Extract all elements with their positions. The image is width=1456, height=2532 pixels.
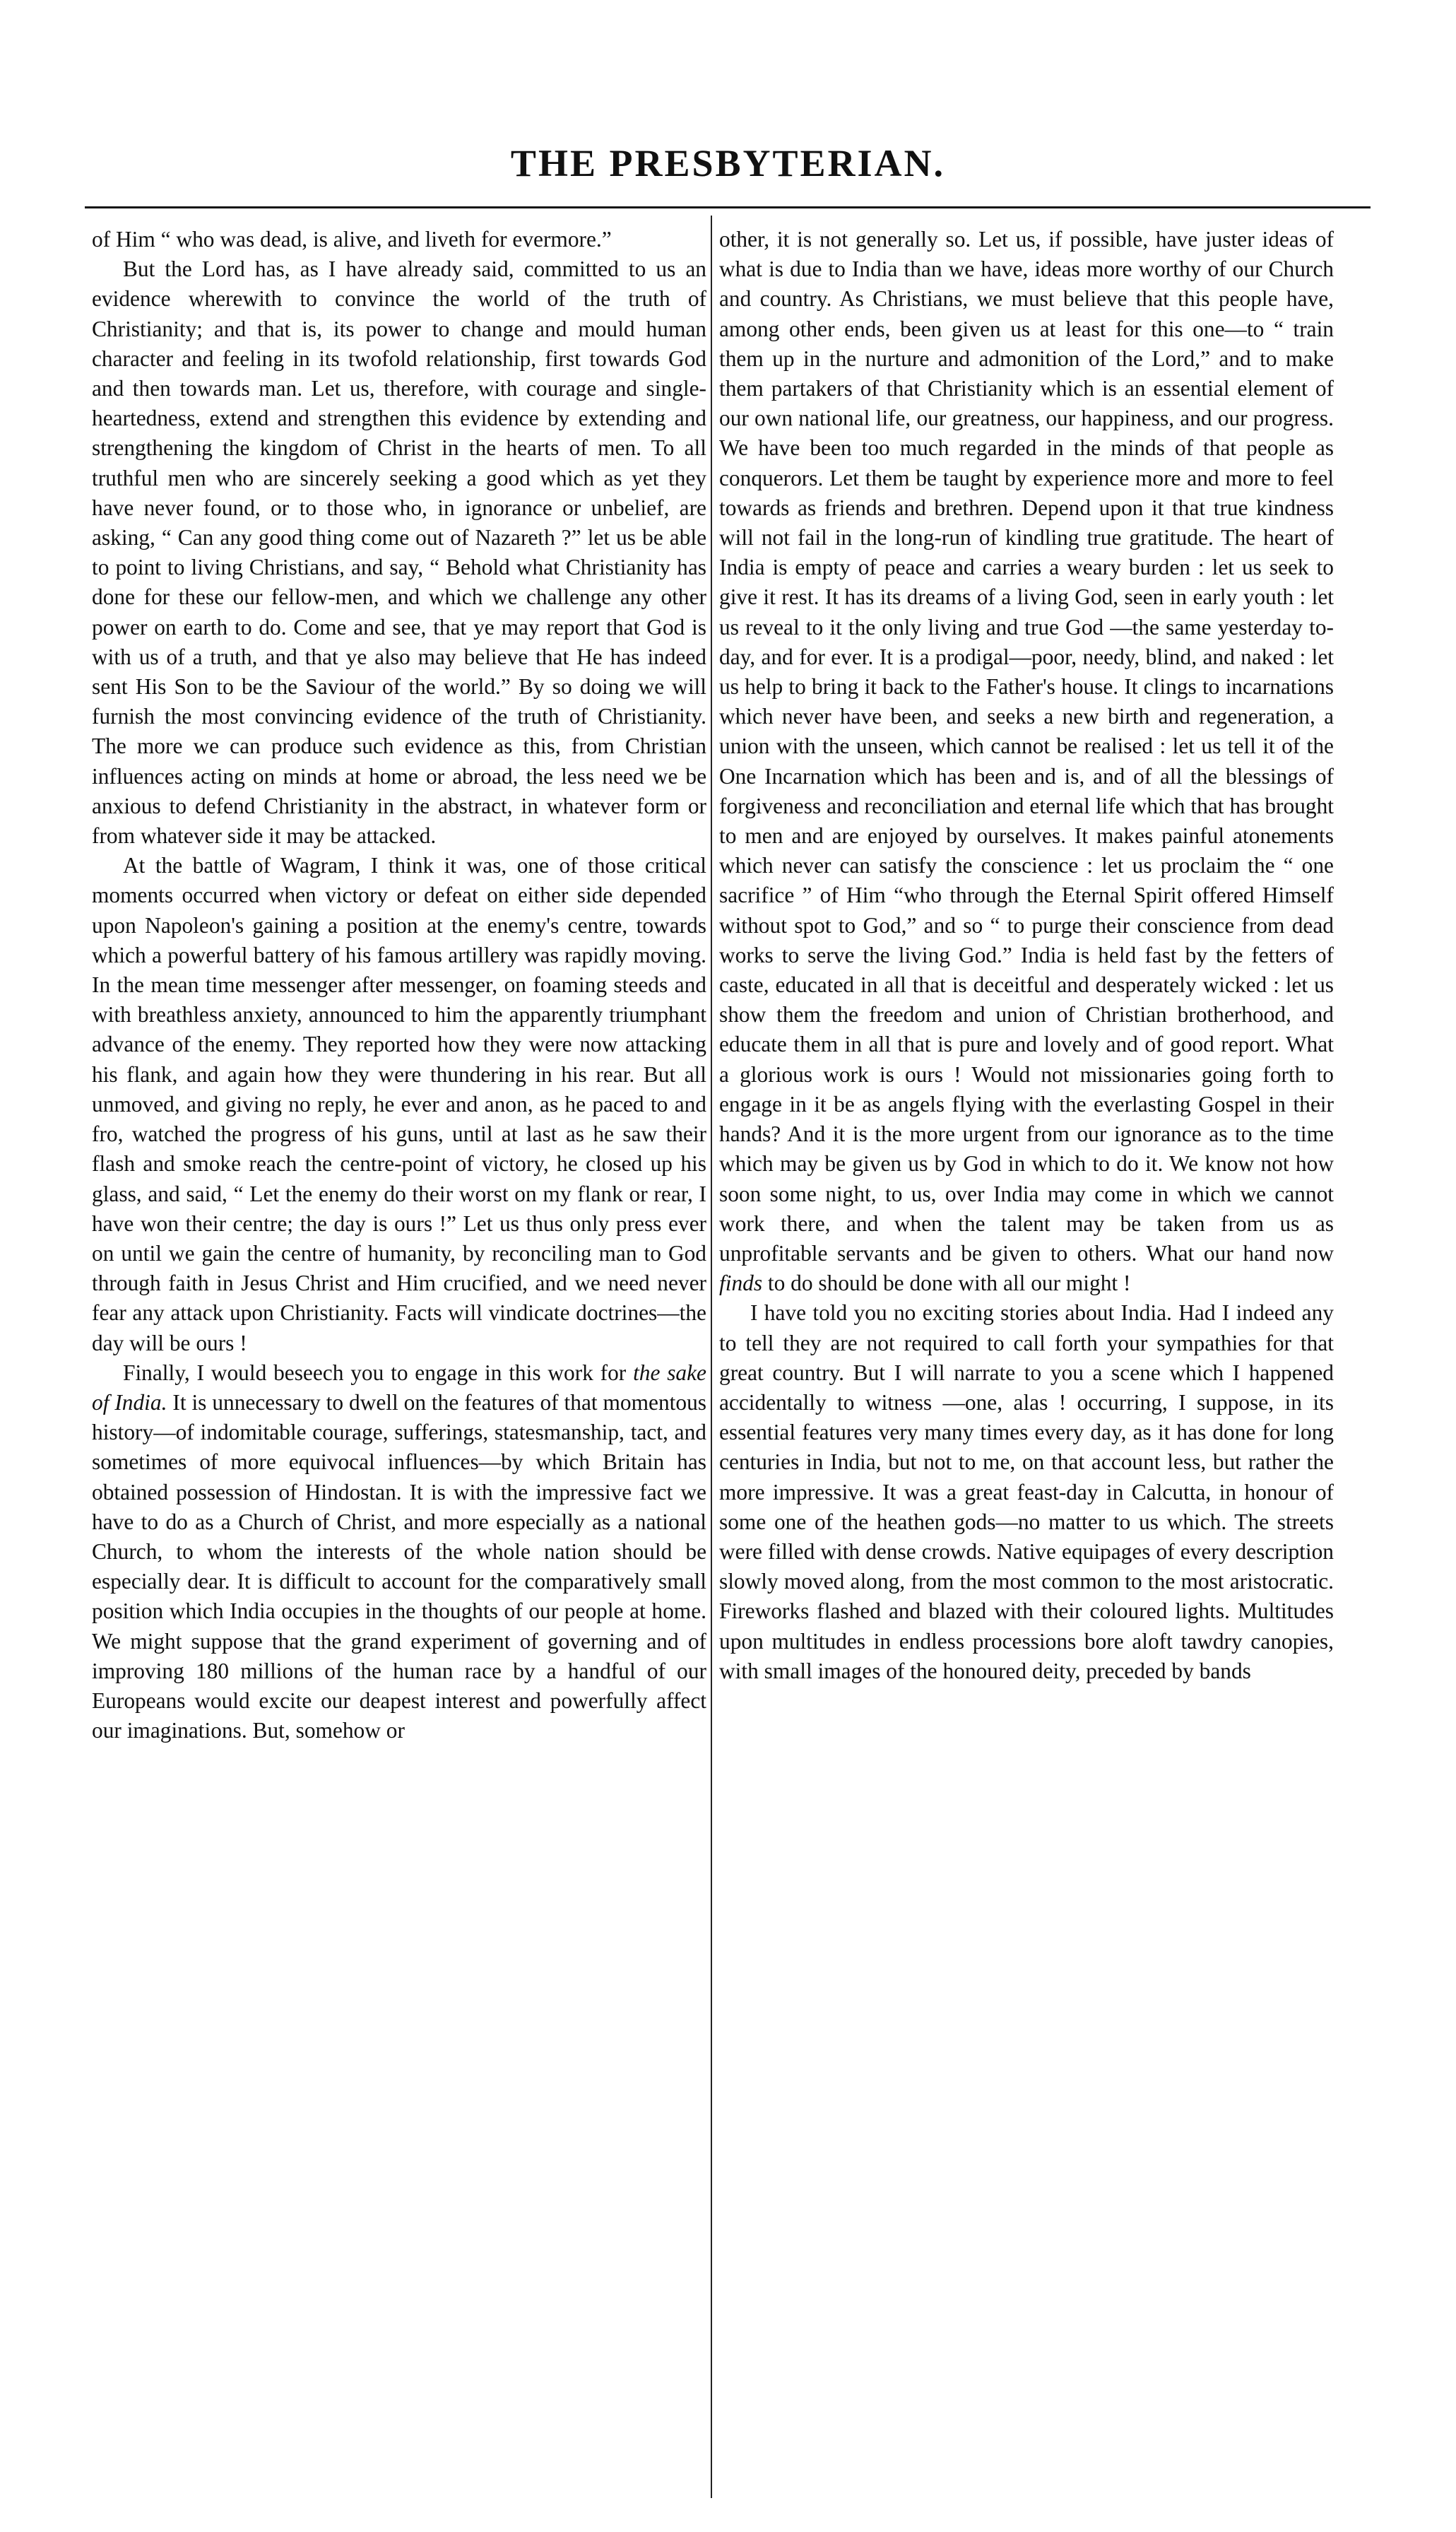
paragraph: At the battle of Wagram, I think it was, one of those critical moments occurred when victory or defeat on either side depended upon Napoleon's gaining a position at the enemy's centre, towards which a powerful battery of his famous artillery was rapidly moving. In the mean time messenger after messenger, on foaming steeds and with breathless anxiety, announced to him the apparently triumphant advance of the enemy. They reported how they were now attacking his flank, and again how they were thundering in his rear. But all unmoved, and giving no reply, he ever and anon, as he paced to and fro, watched the progress of his guns, until at last as he saw their flash and smoke reach the centre-point of victory, he closed up his glass, and said, “ Let the enemy do their worst on my flank or rear, I have won their centre; the day is ours !” Let us thus only press ever on until we gain the centre of humanity, by reconciling man to God through faith in Jesus Christ and Him crucified, and we need never fear any attack upon Christianity. Facts will vindicate doctrines—the day will be ours !: [92, 853, 706, 1355]
paragraph-text: It is unnecessary to dwell on the features of that momentous history—of indomitable courage, sufferings, statesmanship, tact, and sometimes of more equivocal influences—by which Britain has obtained possession of Hindostan. It is with the impressive fact we have to do as a Church of Christ, and more especially as a national Church, to whom the interests of the whole nation should be especially dear. It is difficult to account for the comparatively small position which India occupies in the thoughts of our people at home. We might suppose that the grand experiment of governing and of improving 180 millions of the human race by a handful of our Europeans would excite our deapest interest and powerfully affect our imaginations. But, somehow or: [92, 1389, 706, 1743]
paragraph-text: other, it is not generally so. Let us, if possible, have juster ideas of what is due to India than we have, ideas more worthy of our Church and country. As Christians, we must believe that this people have, among other ends, been given us at least for this one—to “ train them up in the nurture and admonition of the Lord,” and to make them partakers of that Christianity which is an essential element of our own national life, our greatness, our happiness, and our progress. We have been too much regarded in the minds of that people as conquerors. Let them be taught by experience more and more to feel towards as friends and brethren. Depend upon it that true kindness will not fail in the long-run of kindling true gratitude. The heart of India is empty of peace and carries a weary burden : let us seek to give it rest. It has its dreams of a living God, seen in early youth : let us reveal to it the only living and true God —the same yesterday to-day, and for ever. It is a prodigal—poor, needy, blind, and naked : let us help to bring it back to the Father's house. It clings to incarnations which never have been, and seeks a new birth and regeneration, a union with the unseen, which cannot be realised : let us tell it of the One Incarnation which has been and is, and of all the blessings of forgiveness and reconciliation and eternal life which that has brought to men and are enjoyed by ourselves. It makes painful atonements which never can satisfy the conscience : let us proclaim the “ one sacrifice ” of Him “who through the Eternal Spirit offered Himself without spot to God,” and so “ to purge their conscience from dead works to serve the living God.” India is held fast by the fetters of caste, educated in all that is deceitful and desperately wicked : let us show them the freedom and union of Christian brotherhood, and educate them in all that is pure and lovely and of good report. What a glorious work is ours ! Would not missionaries going forth to engage in it be as angels flying with the everlasting Gospel in their hands? And it is the more urgent from our ignorance as to the time which may be given us by God in which to do it. We know not how soon some night, to us, over India may come in which we cannot work there, and when the talent may be taken from us as unprofitable servants and be given to others. What our hand now: [719, 227, 1334, 1266]
paragraph: But the Lord has, as I have already said, committed to us an evidence wherewith to convince the world of the truth of Christianity; and that is, its power to change and mould human character and feeling in its twofold relationship, first towards God and then towards man. Let us, therefore, with courage and single-heartedness, extend and strengthen this evidence by extending and strengthening the kingdom of Christ in the hearts of men. To all truthful men who are sincerely seeking a good which as yet they have never found, or to those who, in ignorance or unbelief, are asking, “ Can any good thing come out of Nazareth ?” let us be able to point to living Christians, and say, “ Behold what Christianity has done for these our fellow-men, and which we challenge any other power on earth to do. Come and see, that ye may report that God is with us of a truth, and that ye also may believe that He has indeed sent His Son to be the Saviour of the world.” By so doing we will furnish the most convincing evidence of the truth of Christianity. The more we can produce such evidence as this, from Christian influences acting on minds at home or abroad, the less need we be anxious to defend Christianity in the abstract, in whatever form or from whatever side it may be attacked.: [92, 257, 706, 849]
paragraph-text: to do should be done with all our might !: [762, 1271, 1131, 1296]
paragraph: I have told you no exciting stories about India. Had I indeed any to tell they are not required to call forth your sympathies for that great country. But I will narrate to you a scene which I happened accidentally to witness —one, alas ! occurring, I suppose, in its essential features very many times every day, as it has done for long centuries in India, but not to me, on that account less, but rather the more impressive. It was a great feast-day in Calcutta, in honour of some one of the heathen gods—no matter to us which. The streets were filled with dense crowds. Native equipages of every description slowly moved along, from the most common to the most aristocratic. Fireworks flashed and blazed with their coloured lights. Multitudes upon multitudes in endless processions bore aloft tawdry canopies, with small images of the honoured deity, preceded by bands: [719, 1300, 1334, 1683]
paragraph: of Him “ who was dead, is alive, and liveth for evermore.”: [92, 227, 612, 252]
right-column: [719, 225, 1334, 1686]
paragraph: [719, 225, 1334, 1298]
italic-phrase: the sake of India.: [92, 1360, 706, 1415]
left-column: [92, 225, 706, 1745]
column-rule: [711, 216, 712, 2498]
italic-word: finds: [719, 1271, 763, 1296]
paragraph-text: Finally, I would beseech you to engage in this work for: [123, 1360, 634, 1385]
paragraph: [92, 1358, 706, 1746]
header-rule: [85, 206, 1371, 208]
running-head: THE PRESBYTERIAN.: [510, 142, 946, 184]
